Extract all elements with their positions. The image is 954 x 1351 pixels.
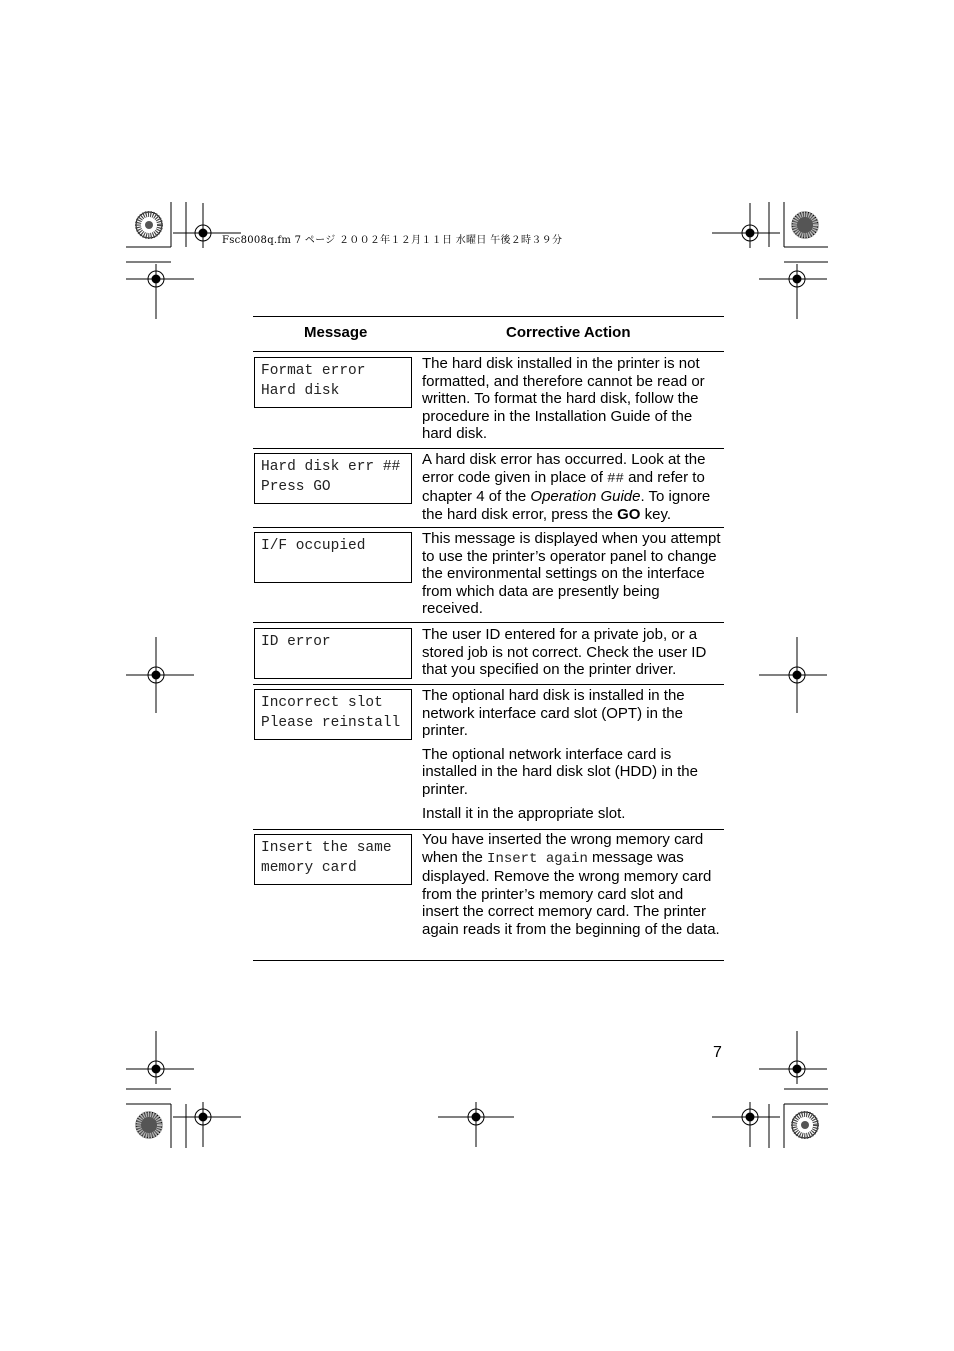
file-slug: Fsc8008q.fm 7 ページ ２００２年１２月１１日 水曜日 午後２時３９分 (222, 235, 563, 246)
table-top-rule (253, 316, 724, 317)
action-format-error: The hard disk installed in the printer is not formatted, and therefore cannot be read or written. To format the hard disk, follow the procedure in the Installation Guide of the hard disk. (422, 355, 705, 443)
header-message: Message (304, 324, 368, 341)
action-paragraph: The optional network interface card is installed in the hard disk slot (HDD) in the printer. (422, 745, 698, 798)
header-rule (253, 351, 724, 352)
action-incorrect-slot (422, 687, 724, 822)
lcd-message-id-error: ID error (254, 628, 412, 679)
header-corrective-action: Corrective Action (506, 324, 631, 341)
table-bottom-rule (253, 960, 724, 961)
lcd-message-hard-disk-err: Hard disk err ## Press GO (254, 453, 412, 504)
row-divider (253, 527, 724, 528)
action-hard-disk-err: A hard disk error has occurred. Look at the error code given in place of ## and refer to chapter 4 of the Operation Guide. To ignore the hard disk error, press the GO key. (422, 451, 711, 523)
row-divider (253, 448, 724, 449)
lcd-message-incorrect-slot: Incorrect slot Please reinstall (254, 689, 412, 740)
action-if-occupied: This message is displayed when you attempt to use the printer’s operator panel to change the environmental settings on the interface from which data are presently being received. (422, 530, 721, 618)
action-paragraph: Install it in the appropriate slot. (422, 804, 626, 822)
row-divider (253, 622, 724, 623)
row-divider (253, 829, 724, 830)
action-paragraph: The optional hard disk is installed in the network interface card slot (OPT) in the printer. (422, 687, 685, 740)
action-id-error: The user ID entered for a private job, or a stored job is not correct. Check the user ID that you specified on the printer driver. (422, 626, 707, 679)
row-divider (253, 684, 724, 685)
lcd-message-insert-same-card: Insert the same memory card (254, 834, 412, 885)
lcd-message-format-error: Format error Hard disk (254, 357, 412, 408)
page-number: 7 (713, 1044, 722, 1061)
action-insert-same-card: You have inserted the wrong memory card when the Insert again message was displayed. Remove the wrong memory card from the printer’s memory card slot and insert the correct memory card. The printer again reads it from the beginning of the data. (422, 831, 720, 938)
lcd-message-if-occupied: I/F occupied (254, 532, 412, 583)
